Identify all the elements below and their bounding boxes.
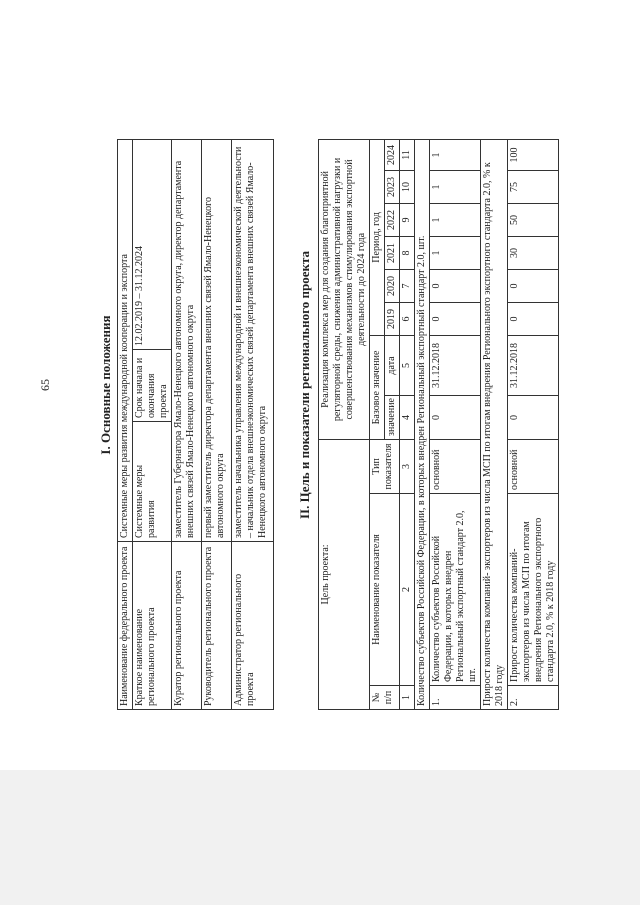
- column-number: 9: [400, 203, 415, 236]
- goal-text: Реализация комплекса мер для создания благоприятной регуляторной среды, снижения административной нагрузки и совершенствования механизмов стимулирования экспортной деятельности до 2024 года: [319, 139, 370, 439]
- column-numbers-row: [400, 139, 415, 709]
- indicator-base-date: 31.12.2018: [508, 335, 559, 395]
- indicators-table: [318, 139, 559, 710]
- col-header-year: 2020: [385, 269, 400, 302]
- indicator-group-row: [415, 139, 430, 709]
- indicator-year-value: 1: [430, 139, 481, 170]
- indicator-year-value: 75: [508, 170, 559, 203]
- table-row: [172, 140, 202, 710]
- short-name-value: Системные меры развития: [133, 422, 172, 542]
- scan-background: [0, 770, 640, 905]
- basic-info-table: [117, 139, 274, 710]
- section1-heading: I. Основные положения: [98, 315, 113, 455]
- col-header-year: 2021: [385, 236, 400, 269]
- col-header-base: Базовое значение: [370, 335, 385, 439]
- section2-heading: II. Цель и показатели регионального проекта: [297, 250, 312, 520]
- indicator-type: основной: [508, 439, 559, 493]
- indicator-name: Прирост количества компаний-экспортеров из числа МСП по итогам внедрения Регионального экспортного стандарта 2.0, % к 2018 году: [508, 494, 559, 686]
- column-number: 10: [400, 170, 415, 203]
- term-label: Срок начала и окончания проекта: [133, 350, 172, 422]
- curator-value: заместитель Губернатора Ямало-Ненецкого автономного округа, директор департамента внешних связей Ямало-Ненецкого автономного округа: [172, 140, 202, 542]
- column-number: 6: [400, 302, 415, 335]
- indicator-year-value: 0: [508, 302, 559, 335]
- indicator-base-value: 0: [430, 395, 481, 439]
- short-name-label: Краткое наименование регионального проекта: [133, 542, 172, 710]
- col-header-base-date: дата: [385, 335, 400, 395]
- indicator-year-value: 100: [508, 139, 559, 170]
- table-row: [118, 140, 133, 710]
- table-row: [133, 140, 172, 710]
- column-number: 4: [400, 395, 415, 439]
- indicator-group-title: Прирост количества компаний- экспортеров из числа МСП по итогам внедрения Регионального экспортного стандарта 2.0, % к 2018 году: [481, 139, 508, 709]
- col-header-base-value: значение: [385, 395, 400, 439]
- column-number: 8: [400, 236, 415, 269]
- column-number: 5: [400, 335, 415, 395]
- table-row: [202, 140, 232, 710]
- page-number: 65: [38, 379, 52, 391]
- indicator-year-value: 0: [430, 269, 481, 302]
- indicator-year-value: 0: [430, 302, 481, 335]
- term-value: 12.02.2019 – 31.12.2024: [133, 140, 172, 350]
- table-row: [430, 139, 481, 709]
- indicator-type: основной: [430, 439, 481, 493]
- indicator-year-value: 1: [430, 203, 481, 236]
- admin-value: заместитель начальника управления международной и внешнеэкономической деятельности – начальник отдела внешнеэкономических связей департамента внешних связей Ямало-Ненецкого автономного округа: [232, 140, 274, 542]
- table-row: [508, 139, 559, 709]
- indicator-name: Количество субъектов Российской Федерации, в которых внедрен Региональный экспортный стандарт 2.0, шт.: [430, 494, 481, 686]
- indicator-year-value: 1: [430, 170, 481, 203]
- col-header-num: № п/п: [370, 686, 400, 710]
- indicator-year-value: 0: [508, 269, 559, 302]
- goal-row: [319, 139, 370, 709]
- goal-label: Цель проекта:: [319, 439, 370, 709]
- indicator-year-value: 50: [508, 203, 559, 236]
- federal-project-label: Наименование федерального проекта: [118, 542, 133, 710]
- indicator-group-row: [481, 139, 508, 709]
- column-number: 7: [400, 269, 415, 302]
- indicator-base-date: 31.12.2018: [430, 335, 481, 395]
- indicator-num: 2.: [508, 686, 559, 710]
- federal-project-value: Системные меры развития международной кооперации и экспорта: [118, 140, 133, 542]
- leader-value: первый заместитель директора департамента внешних связей Ямало-Ненецкого автономного округа: [202, 140, 232, 542]
- indicator-num: 1.: [430, 686, 481, 710]
- col-header-year: 2019: [385, 302, 400, 335]
- col-header-year: 2023: [385, 170, 400, 203]
- curator-label: Куратор регионального проекта: [172, 542, 202, 710]
- leader-label: Руководитель регионального проекта: [202, 542, 232, 710]
- column-number: 2: [400, 494, 415, 686]
- indicator-year-value: 30: [508, 236, 559, 269]
- col-header-period: Период, год: [370, 139, 385, 335]
- column-number: 11: [400, 139, 415, 170]
- indicator-base-value: 0: [508, 395, 559, 439]
- header-row: [370, 139, 385, 709]
- indicator-group-title: Количество субъектов Российской Федерации, в которых внедрен Региональный экспортный стандарт 2.0, шт.: [415, 139, 430, 709]
- column-number: 3: [400, 439, 415, 493]
- col-header-year: 2024: [385, 139, 400, 170]
- indicator-year-value: 1: [430, 236, 481, 269]
- table-row: [232, 140, 274, 710]
- col-header-type: Тип показателя: [370, 439, 400, 493]
- column-number: 1: [400, 686, 415, 710]
- col-header-name: Наименование показателя: [370, 494, 400, 686]
- col-header-year: 2022: [385, 203, 400, 236]
- admin-label: Администратор регионального проекта: [232, 542, 274, 710]
